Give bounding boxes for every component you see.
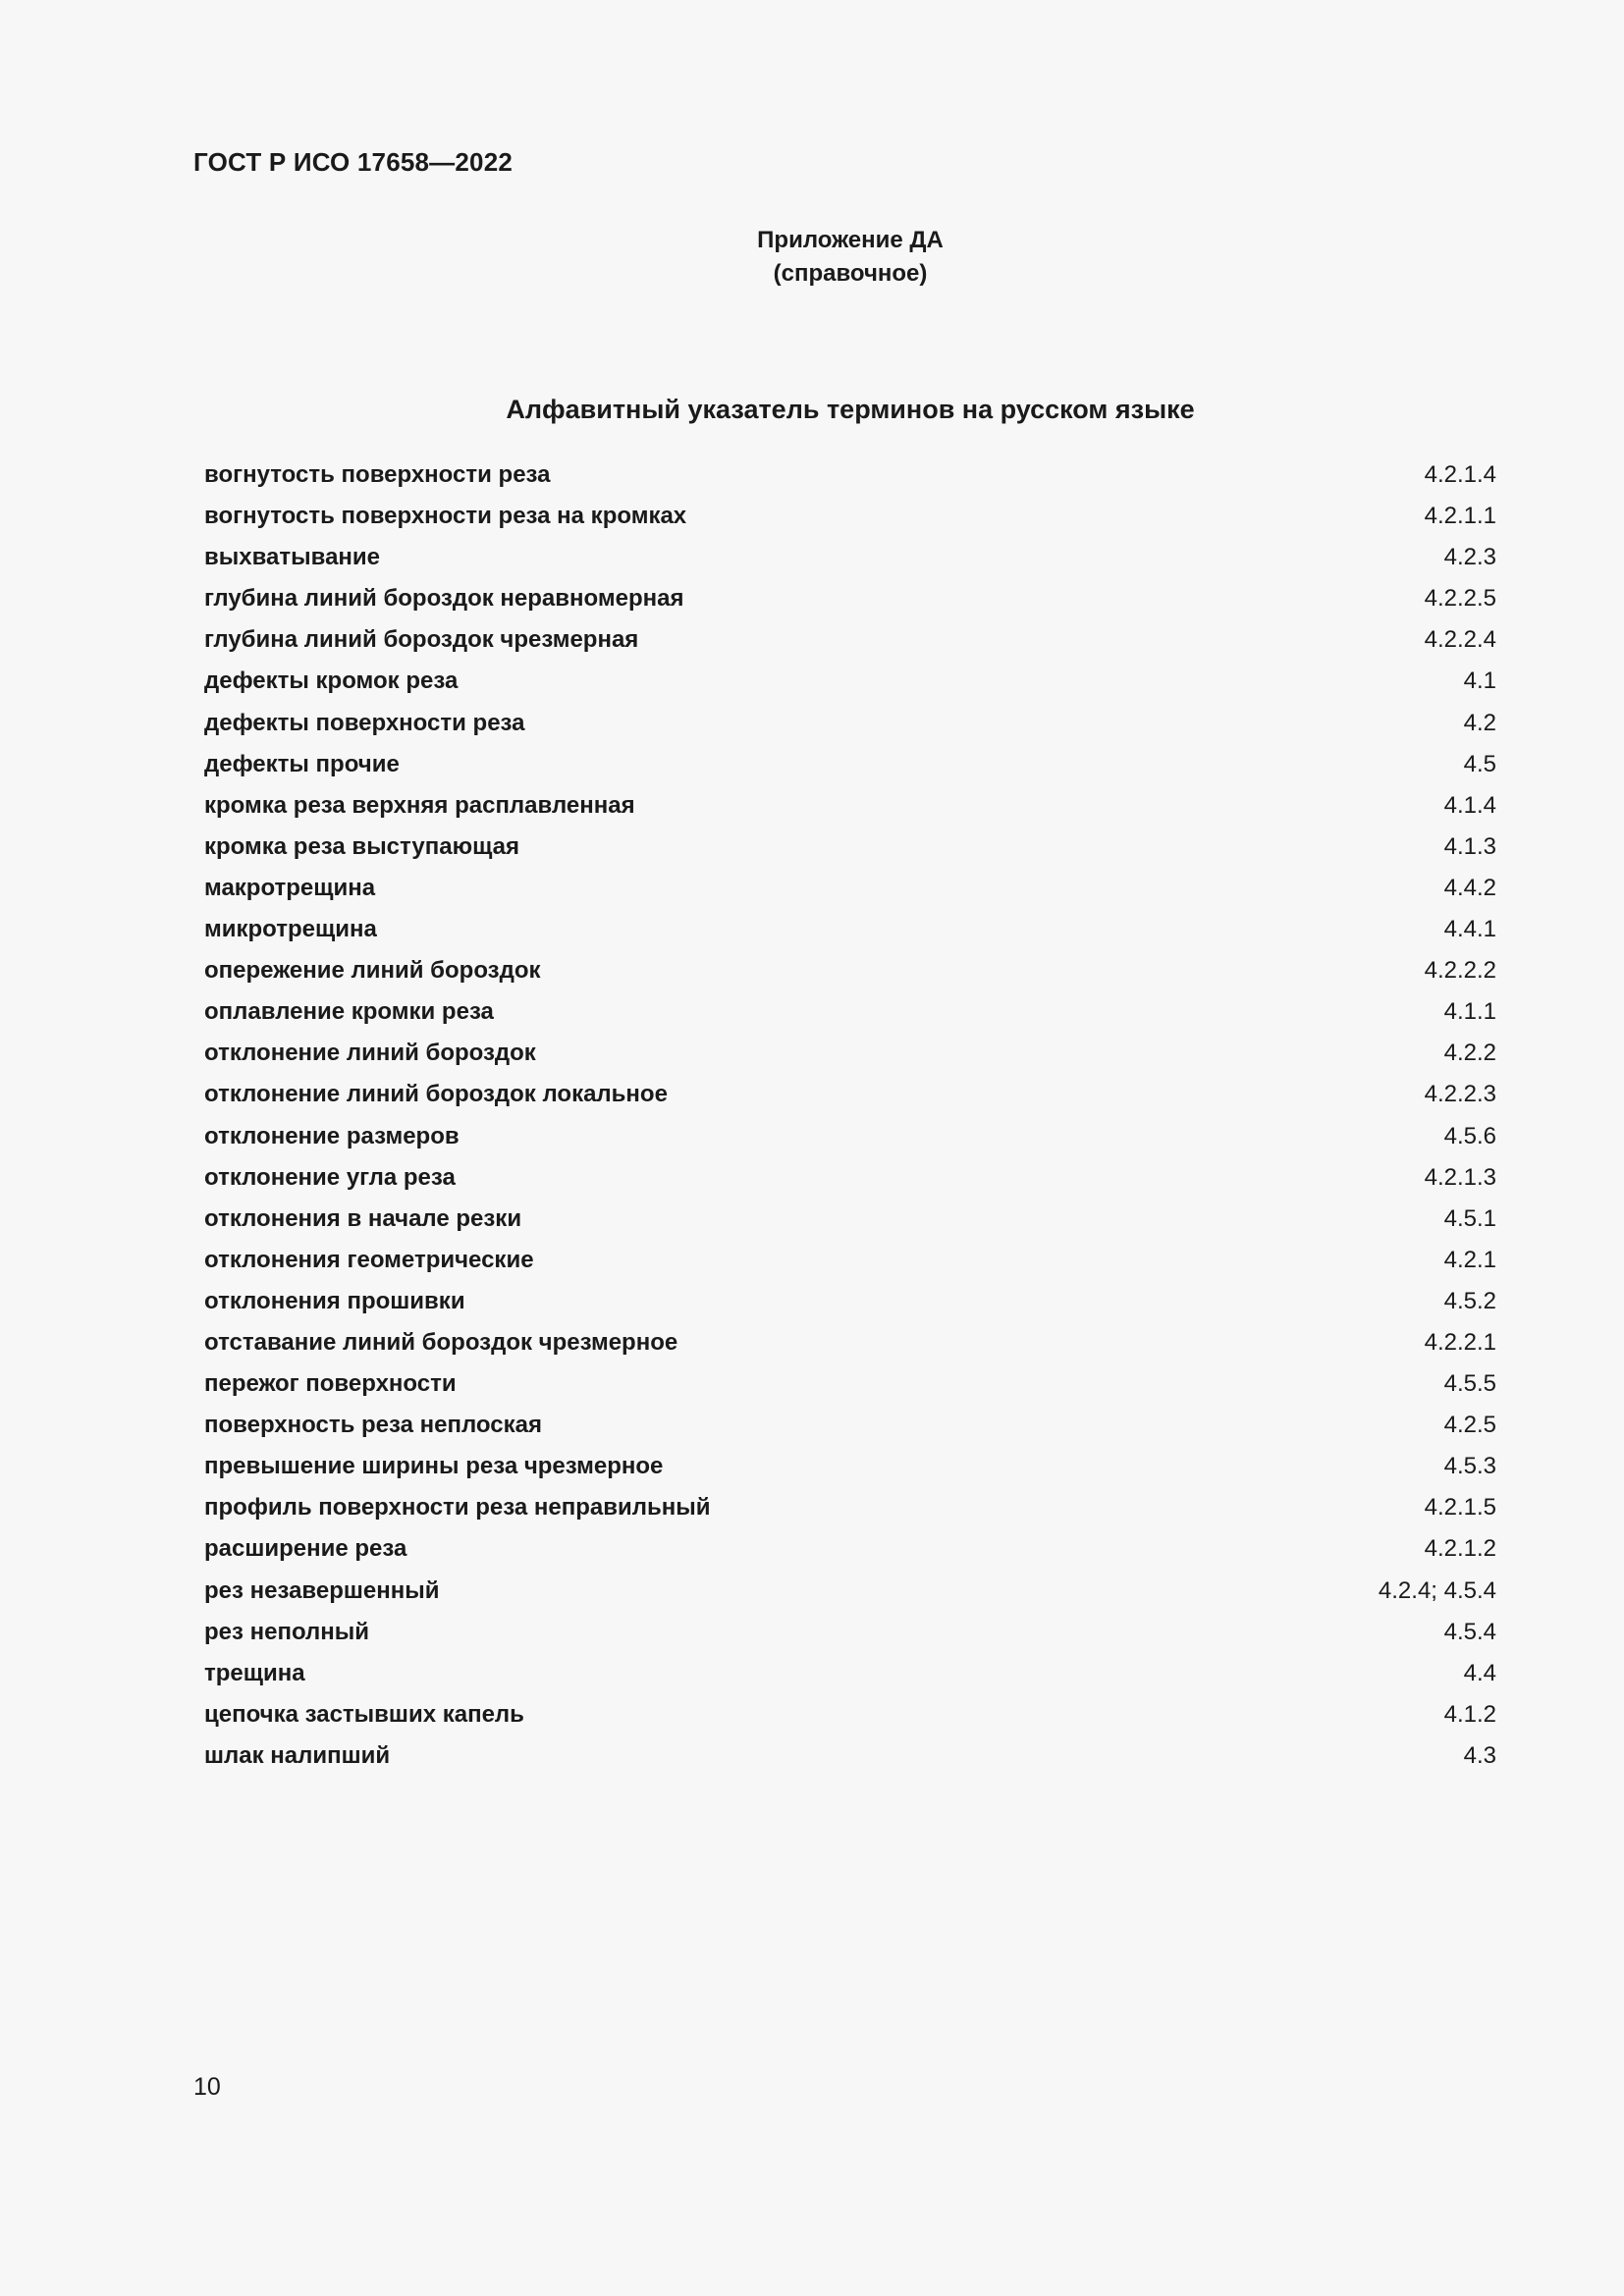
index-reference: 4.4 <box>1463 1659 1496 1686</box>
term-index-list <box>204 461 1496 1784</box>
index-reference: 4.2.1.2 <box>1424 1535 1496 1563</box>
index-entry <box>204 1081 1496 1122</box>
index-term: глубина линий бороздок неравномерная <box>204 585 684 613</box>
index-entry <box>204 1535 1496 1576</box>
index-term: отклонения геометрические <box>204 1246 534 1273</box>
index-term: дефекты кромок реза <box>204 667 459 695</box>
annex-heading <box>0 224 1624 291</box>
index-entry <box>204 1742 1496 1784</box>
index-term: отклонение угла реза <box>204 1163 456 1191</box>
index-entry <box>204 957 1496 998</box>
index-term: отклонение линий бороздок <box>204 1040 536 1067</box>
index-term: отклонение линий бороздок локальное <box>204 1081 668 1108</box>
index-entry <box>204 1453 1496 1494</box>
index-entry <box>204 916 1496 957</box>
index-reference: 4.1.1 <box>1443 998 1496 1026</box>
index-entry <box>204 544 1496 585</box>
index-entry <box>204 1164 1496 1205</box>
index-reference: 4.2.3 <box>1443 544 1496 571</box>
index-reference: 4.5.4 <box>1443 1618 1496 1645</box>
index-reference: 4.5.2 <box>1443 1287 1496 1314</box>
index-entry <box>204 751 1496 792</box>
index-term: профиль поверхности реза неправильный <box>204 1494 711 1522</box>
index-reference: 4.1.2 <box>1443 1700 1496 1728</box>
index-entry <box>204 1205 1496 1247</box>
index-entry <box>204 1701 1496 1742</box>
index-term: дефекты поверхности реза <box>204 709 525 736</box>
index-reference: 4.2.1.4 <box>1424 461 1496 488</box>
index-entry <box>204 1494 1496 1535</box>
index-entry <box>204 1577 1496 1619</box>
index-term: расширение реза <box>204 1535 407 1563</box>
index-reference: 4.2.2.4 <box>1424 626 1496 654</box>
index-term: отставание линий бороздок чрезмерное <box>204 1328 678 1356</box>
index-term: оплавление кромки реза <box>204 998 494 1026</box>
index-reference: 4.4.2 <box>1443 874 1496 901</box>
index-reference: 4.2.2.2 <box>1424 957 1496 985</box>
index-term: макротрещина <box>204 874 376 901</box>
index-entry <box>204 710 1496 751</box>
annex-subtitle: (справочное) <box>773 260 928 287</box>
index-term: вогнутость поверхности реза <box>204 461 551 488</box>
index-reference: 4.1.4 <box>1443 791 1496 819</box>
index-entry <box>204 1660 1496 1701</box>
index-reference: 4.5.5 <box>1443 1370 1496 1398</box>
index-reference: 4.2 <box>1463 709 1496 736</box>
index-reference: 4.5 <box>1463 750 1496 777</box>
index-entry <box>204 1288 1496 1329</box>
index-reference: 4.3 <box>1463 1741 1496 1769</box>
index-entry <box>204 461 1496 503</box>
index-term: отклонение размеров <box>204 1122 460 1149</box>
index-reference: 4.2.1.5 <box>1424 1494 1496 1522</box>
index-term: отклонения в начале резки <box>204 1204 522 1232</box>
index-term: поверхность реза неплоская <box>204 1412 542 1439</box>
index-reference: 4.2.2.1 <box>1424 1328 1496 1356</box>
index-term: шлак налипший <box>204 1741 391 1769</box>
index-term: кромка реза верхняя расплавленная <box>204 791 635 819</box>
index-term: дефекты прочие <box>204 750 400 777</box>
index-reference: 4.5.6 <box>1443 1122 1496 1149</box>
index-entry <box>204 1412 1496 1453</box>
index-entry <box>204 626 1496 667</box>
index-entry <box>204 1247 1496 1288</box>
index-reference: 4.2.5 <box>1443 1412 1496 1439</box>
index-reference: 4.1.3 <box>1443 832 1496 860</box>
index-reference: 4.5.1 <box>1443 1204 1496 1232</box>
index-entry <box>204 667 1496 709</box>
index-entry <box>204 1040 1496 1081</box>
index-term: отклонения прошивки <box>204 1287 465 1314</box>
index-term: выхватывание <box>204 544 381 571</box>
index-term: опережение линий бороздок <box>204 957 541 985</box>
index-term: вогнутость поверхности реза на кромках <box>204 503 687 530</box>
index-entry <box>204 1329 1496 1370</box>
index-reference: 4.2.1 <box>1443 1246 1496 1273</box>
document-code-header: ГОСТ Р ИСО 17658—2022 <box>193 147 514 177</box>
index-reference: 4.5.3 <box>1443 1453 1496 1480</box>
index-entry <box>204 792 1496 833</box>
index-entry <box>204 833 1496 875</box>
annex-title: Приложение ДА <box>757 227 944 253</box>
index-term: рез неполный <box>204 1618 369 1645</box>
index-term: пережог поверхности <box>204 1370 457 1398</box>
index-term: рез незавершенный <box>204 1576 440 1604</box>
index-entry <box>204 998 1496 1040</box>
index-entry <box>204 1619 1496 1660</box>
index-entry <box>204 585 1496 626</box>
index-reference: 4.2.2 <box>1443 1040 1496 1067</box>
index-term: превышение ширины реза чрезмерное <box>204 1453 664 1480</box>
index-reference: 4.2.1.3 <box>1424 1163 1496 1191</box>
index-entry <box>204 875 1496 916</box>
index-reference: 4.2.4; 4.5.4 <box>1378 1576 1496 1604</box>
index-reference: 4.2.1.1 <box>1424 503 1496 530</box>
index-term: микротрещина <box>204 916 377 943</box>
index-term: глубина линий бороздок чрезмерная <box>204 626 639 654</box>
index-title: Алфавитный указатель терминов на русском языке <box>506 395 1195 424</box>
index-entry <box>204 503 1496 544</box>
index-reference: 4.2.2.3 <box>1424 1081 1496 1108</box>
index-reference: 4.4.1 <box>1443 916 1496 943</box>
page-number: 10 <box>193 2073 221 2101</box>
index-entry <box>204 1123 1496 1164</box>
index-term: цепочка застывших капель <box>204 1700 524 1728</box>
index-term: кромка реза выступающая <box>204 832 519 860</box>
index-entry <box>204 1370 1496 1412</box>
index-term: трещина <box>204 1659 305 1686</box>
index-reference: 4.2.2.5 <box>1424 585 1496 613</box>
index-reference: 4.1 <box>1463 667 1496 695</box>
